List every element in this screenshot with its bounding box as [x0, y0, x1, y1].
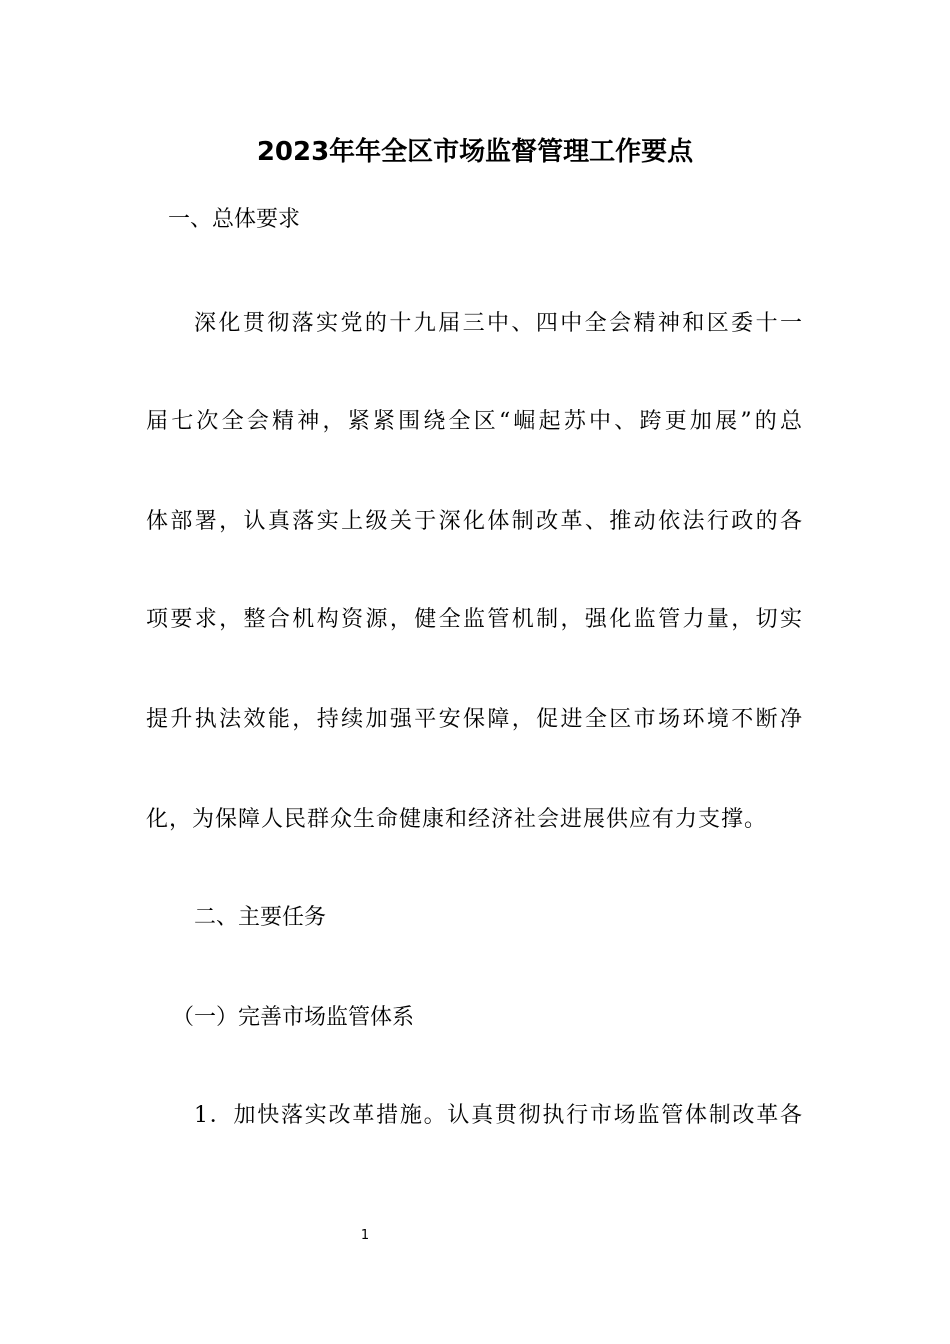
paragraph-line-3: 体部署，认真落实上级关于深化体制改革、推动依法行政的各 [146, 509, 802, 534]
paragraph-line-1: 深化贯彻落实党的十九届三中、四中全会精神和区委十一 [194, 311, 802, 336]
section-heading-main-tasks: 二、主要任务 [194, 905, 327, 930]
paragraph-line-2: 届七次全会精神，紧紧围绕全区“崛起苏中、跨更加展”的总 [146, 409, 802, 434]
item-line-1: 1．加快落实改革措施。认真贯彻执行市场监管体制改革各 [194, 1103, 802, 1128]
page-number: 1 [360, 1228, 370, 1243]
document-title: 2023年年全区市场监督管理工作要点 [256, 137, 694, 167]
section-heading-general-requirements: 一、总体要求 [168, 207, 301, 232]
paragraph-line-6: 化，为保障人民群众生命健康和经济社会进展供应有力支撑。 [146, 807, 768, 832]
paragraph-line-4: 项要求，整合机构资源，健全监管机制，强化监管力量，切实 [146, 607, 802, 632]
subsection-heading-market-supervision-system: （一）完善市场监管体系 [172, 1005, 415, 1030]
paragraph-line-5: 提升执法效能，持续加强平安保障，促进全区市场环境不断净 [146, 707, 802, 732]
